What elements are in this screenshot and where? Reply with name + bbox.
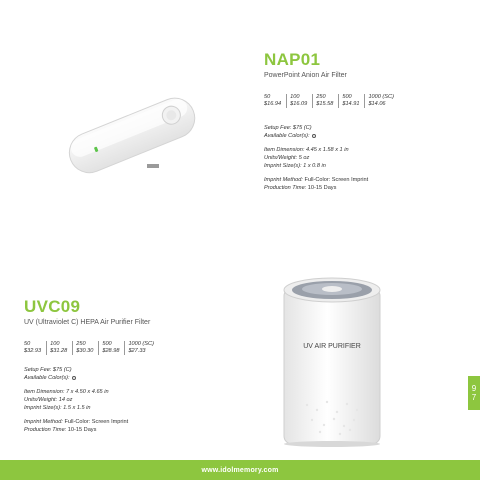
price-column: 50 $32.93 xyxy=(24,341,42,354)
footer-url[interactable]: www.idolmemory.com xyxy=(201,466,279,474)
setup-fee: Setup Fee: $75 (C) xyxy=(264,125,312,131)
price-column: 500 $28.98 xyxy=(98,341,124,355)
price-column: 1000 (SC) $27.33 xyxy=(124,341,159,355)
price-column: 100 $31.28 xyxy=(46,341,72,355)
product-details xyxy=(24,366,128,434)
price-column: 250 $30.30 xyxy=(72,341,98,355)
product-details xyxy=(264,124,368,192)
color-swatch-icon xyxy=(312,134,317,139)
nap01-product-image xyxy=(55,78,205,188)
footer-bar xyxy=(0,460,480,480)
uvc09-product-image xyxy=(262,270,402,448)
product-name: PowerPoint Anion Air Filter xyxy=(264,72,347,79)
color-swatch-icon xyxy=(72,376,77,381)
product-sku: UVC09 xyxy=(24,297,81,316)
units-weight: Units/Weight: 14 oz xyxy=(24,397,73,403)
price-table xyxy=(24,341,159,355)
imprint-size: Imprint Size(s): 1.5 x 1.5 in xyxy=(24,405,91,411)
page-number-tab: 9 7 xyxy=(468,376,480,410)
price-table xyxy=(264,94,399,108)
price-column: 1000 (SC) $14.06 xyxy=(364,94,399,108)
setup-fee: Setup Fee: $75 (C) xyxy=(24,367,72,373)
product-sku: NAP01 xyxy=(264,50,321,69)
price-column: 100 $16.09 xyxy=(286,94,312,108)
price-column: 50 $16.94 xyxy=(264,94,282,107)
production-time: Production Time: 10-15 Days xyxy=(24,427,97,433)
imprint-method: Imprint Method: Full-Color: Screen Imprint xyxy=(264,177,369,183)
available-colors: Available Color(s): xyxy=(24,374,128,382)
item-dimension: Item Dimension: 4.45 x 1.58 x 1 in xyxy=(264,147,349,153)
available-colors: Available Color(s): xyxy=(264,132,368,140)
item-dimension: Item Dimension: 7 x 4.50 x 4.65 in xyxy=(24,389,109,395)
production-time: Production Time: 10-15 Days xyxy=(264,185,337,191)
units-weight: Units/Weight: 5 oz xyxy=(264,155,310,161)
price-column: 250 $15.58 xyxy=(312,94,338,108)
product-name: UV (Ultraviolet C) HEPA Air Purifier Filter xyxy=(24,319,151,326)
product-label-text: UV AIR PURIFIER xyxy=(303,343,361,350)
price-column: 500 $14.91 xyxy=(338,94,364,108)
imprint-method: Imprint Method: Full-Color: Screen Imprint xyxy=(24,419,129,425)
imprint-size: Imprint Size(s): 1 x 0.8 in xyxy=(264,163,326,169)
